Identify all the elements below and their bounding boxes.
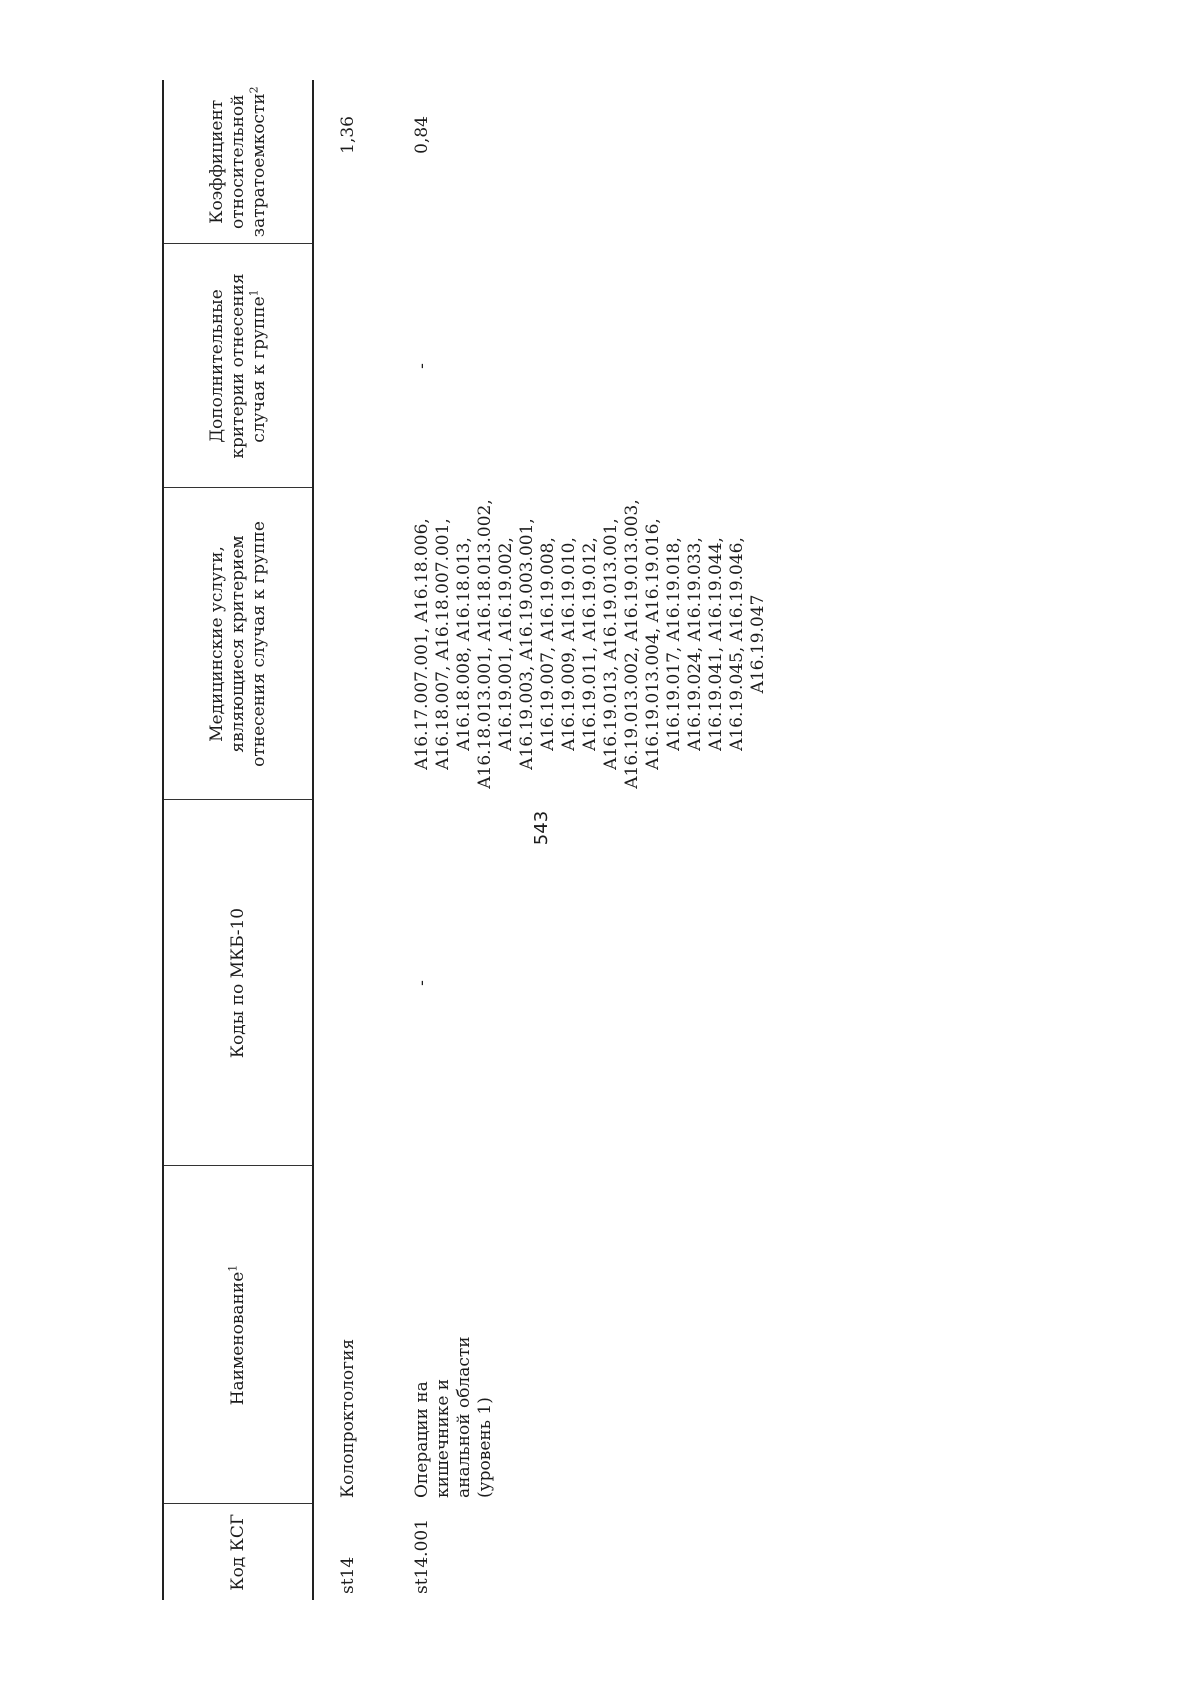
rotated-table-region — [162, 80, 1162, 1600]
cell-criteria: - — [412, 363, 432, 369]
header-code: Код КСГ — [163, 1504, 313, 1600]
cell-mkb: - — [412, 980, 432, 986]
table-row — [313, 80, 398, 1600]
cell-coef: 0,84 — [412, 116, 432, 154]
header-services: Медицинские услуги, являющиеся критерием отнесения случая к группе — [163, 488, 313, 800]
header-name: Наименование$^1$ — [163, 1166, 313, 1504]
ksg-table — [162, 80, 773, 1600]
footnote-mark: 2 — [246, 86, 260, 94]
table-row — [398, 80, 773, 1600]
cell-name: Операции на кишечнике и анальной области (уровень 1) — [412, 1336, 495, 1498]
cell-mkb — [313, 800, 398, 1166]
cell-criteria — [313, 244, 398, 488]
table-body — [313, 80, 773, 1600]
cell-coef: 1,36 — [338, 116, 358, 154]
page-number: 543 — [531, 810, 552, 846]
cell-code: st14.001 — [412, 1518, 432, 1594]
cell-services: A16.17.007.001, A16.18.006, A16.18.007, A16.18.007.001, A16.18.008, A16.18.013, A16.18.013.001, A16.18.013.002, A16.19.001, A16.19.002, A16.19.003, A16.19.003.001, A16.19.007, A16.19.008, A16.19.009, A16.19.010, A16.19.011, A16.19.012, A16.19.013, A16.19.013.001, A16.19.013.002, A16.19.013.003, A16.19.013.004, A16.19.016, A16.19.017, A16.19.018, A16.19.024, A16.19.033, A16.19.041, A16.19.044, A16.19.045, A16.19.046, A16.19.047 — [412, 499, 768, 789]
header-coef: Коэффициент относительной затратоемкости$^2$ — [163, 80, 313, 244]
header-criteria: Дополнительные критерии отнесения случая к группе$^1$ — [163, 244, 313, 488]
cell-services — [313, 488, 398, 800]
footnote-mark: 1 — [225, 1264, 239, 1272]
cell-name: Колопроктология — [338, 1338, 358, 1498]
header-mkb: Коды по МКБ-10 — [163, 800, 313, 1166]
footnote-mark: 1 — [246, 289, 260, 297]
table-header — [163, 80, 313, 1600]
cell-code: st14 — [338, 1556, 358, 1594]
